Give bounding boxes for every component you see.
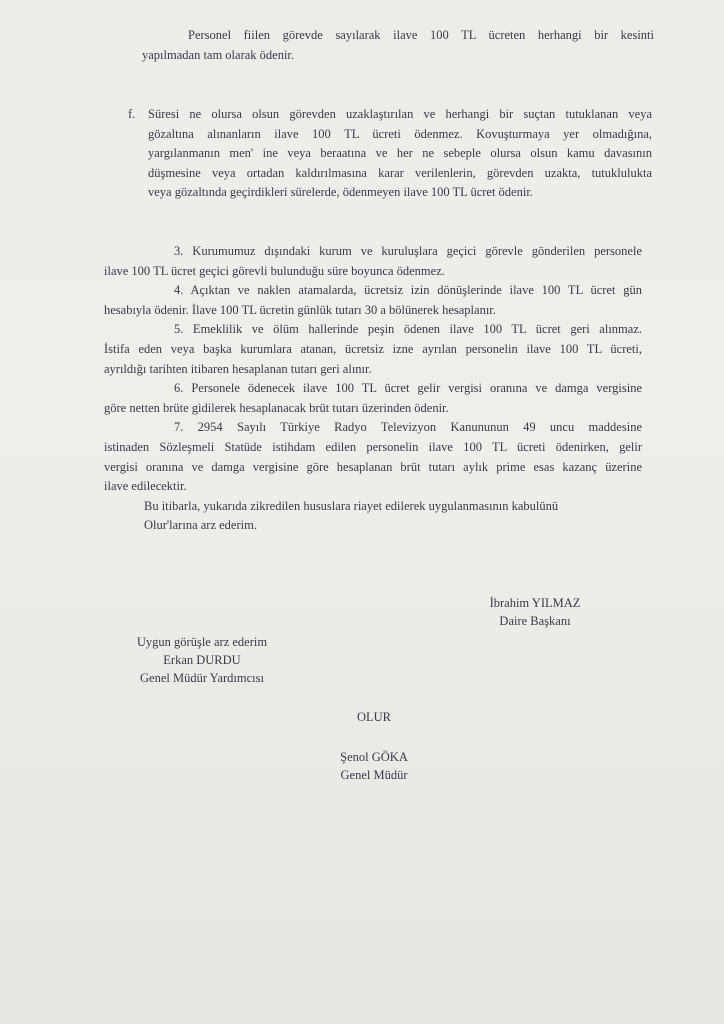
approver-title: Genel Müdür (340, 768, 408, 782)
approval-block (12, 708, 724, 784)
text-line: 5. Emeklilik ve ölüm hallerinde peşin ödenen ilave 100 TL ücret geri alınmaz. (174, 322, 642, 337)
text-line: istinaden Sözleşmeli Statüde istihdam edilen personelin ilave 100 TL ücreti ödenirken, gelir (104, 439, 642, 454)
text-line: Bu itibarla, yukarıda zikredilen hususlara riayet edilerek uygulanmasının kabulünü (144, 498, 559, 513)
text-line: veya gözaltında geçirdikleri sürelerde, ödenmeyen ilave 100 TL ücret ödenir. (148, 185, 533, 200)
signer-note: Uygun görüşle arz ederim (136, 635, 268, 649)
text-line: İstifa eden veya başka kurumlara atanan, ücretsiz izne ayrılan personelin ilave 100 TL ücreti, (104, 341, 642, 356)
approval-label: OLUR (356, 710, 392, 724)
text-line: yapılmadan tam olarak ödenir. (142, 47, 295, 62)
text-line: hesabıyla ödenir. İlave 100 TL ücretin günlük tutarı 30 a bölünerek hesaplanır. (104, 302, 496, 317)
list-item (104, 281, 642, 320)
text-line: gözaltına alınanların ilave 100 TL ücreti ödenmez. Kovuşturmaya yer olmadığına, (148, 126, 652, 141)
item-marker: f. (128, 107, 136, 121)
signer-title: Genel Müdür Yardımcısı (140, 671, 264, 685)
closing-paragraph (104, 497, 642, 536)
text-line: 3. Kurumumuz dışındaki kurum ve kuruluşlara geçici görevle gönderilen personele (174, 244, 642, 258)
text-line: Olur'larına arz ederim. (144, 518, 257, 533)
signer-name: Erkan DURDU (163, 653, 241, 667)
list-item (104, 320, 642, 379)
text-line: 4. Açıktan ve naklen atamalarda, ücretsiz izin dönüşlerinde ilave 100 TL ücret gün (174, 283, 642, 298)
signer-title: Daire Başkanı (499, 614, 571, 628)
text-line: yargılanmanın men' ine veya beraatına ve her ne sebeple olursa olsun kamu davasının (148, 146, 652, 161)
paragraph-continuation (142, 26, 654, 65)
numbered-items (104, 242, 642, 536)
signature-block-left (112, 633, 292, 687)
text-line: ayrıldığı tarihten itibaren hesaplanan tutarı geri alınır. (104, 361, 372, 376)
text-line: ilave edilecektir. (104, 479, 187, 494)
text-line: vergisi oranına ve damga vergisine göre hesaplanan brüt tutarı aylık prime esas kazanç üzerine (104, 459, 642, 474)
approver-name: Şenol GÖKA (340, 750, 408, 764)
text-line: göre netten brüte gidilerek hesaplanacak brüt tutarı üzerinden ödenir. (104, 400, 449, 415)
list-item (104, 379, 642, 418)
signature-block-right (470, 594, 600, 630)
list-item (104, 242, 642, 281)
text-line: 7. 2954 Sayılı Türkiye Radyo Televizyon Kanununun 49 uncu maddesine (174, 420, 642, 435)
text-line: ilave 100 TL ücret geçici görevli bulunduğu süre boyunca ödenmez. (104, 263, 445, 278)
signer-name: İbrahim YILMAZ (489, 596, 581, 610)
paragraph-item-f (128, 105, 652, 203)
text-line: düşmesine veya ortadan kaldırılmasına karar verilenlerin, görevden uzakta, tutukluluktа (148, 165, 652, 180)
list-item (104, 418, 642, 496)
text-line: Personel fiilen görevde sayılarak ilave 100 TL ücreten herhangi bir kesinti (188, 28, 654, 42)
text-line: Süresi ne olursa olsun görevden uzaklaştırılan ve herhangi bir suçtan tutuklanan veya (148, 107, 652, 121)
text-line: 6. Personele ödenecek ilave 100 TL ücret gelir vergisi oranına ve damga vergisine (174, 381, 642, 396)
